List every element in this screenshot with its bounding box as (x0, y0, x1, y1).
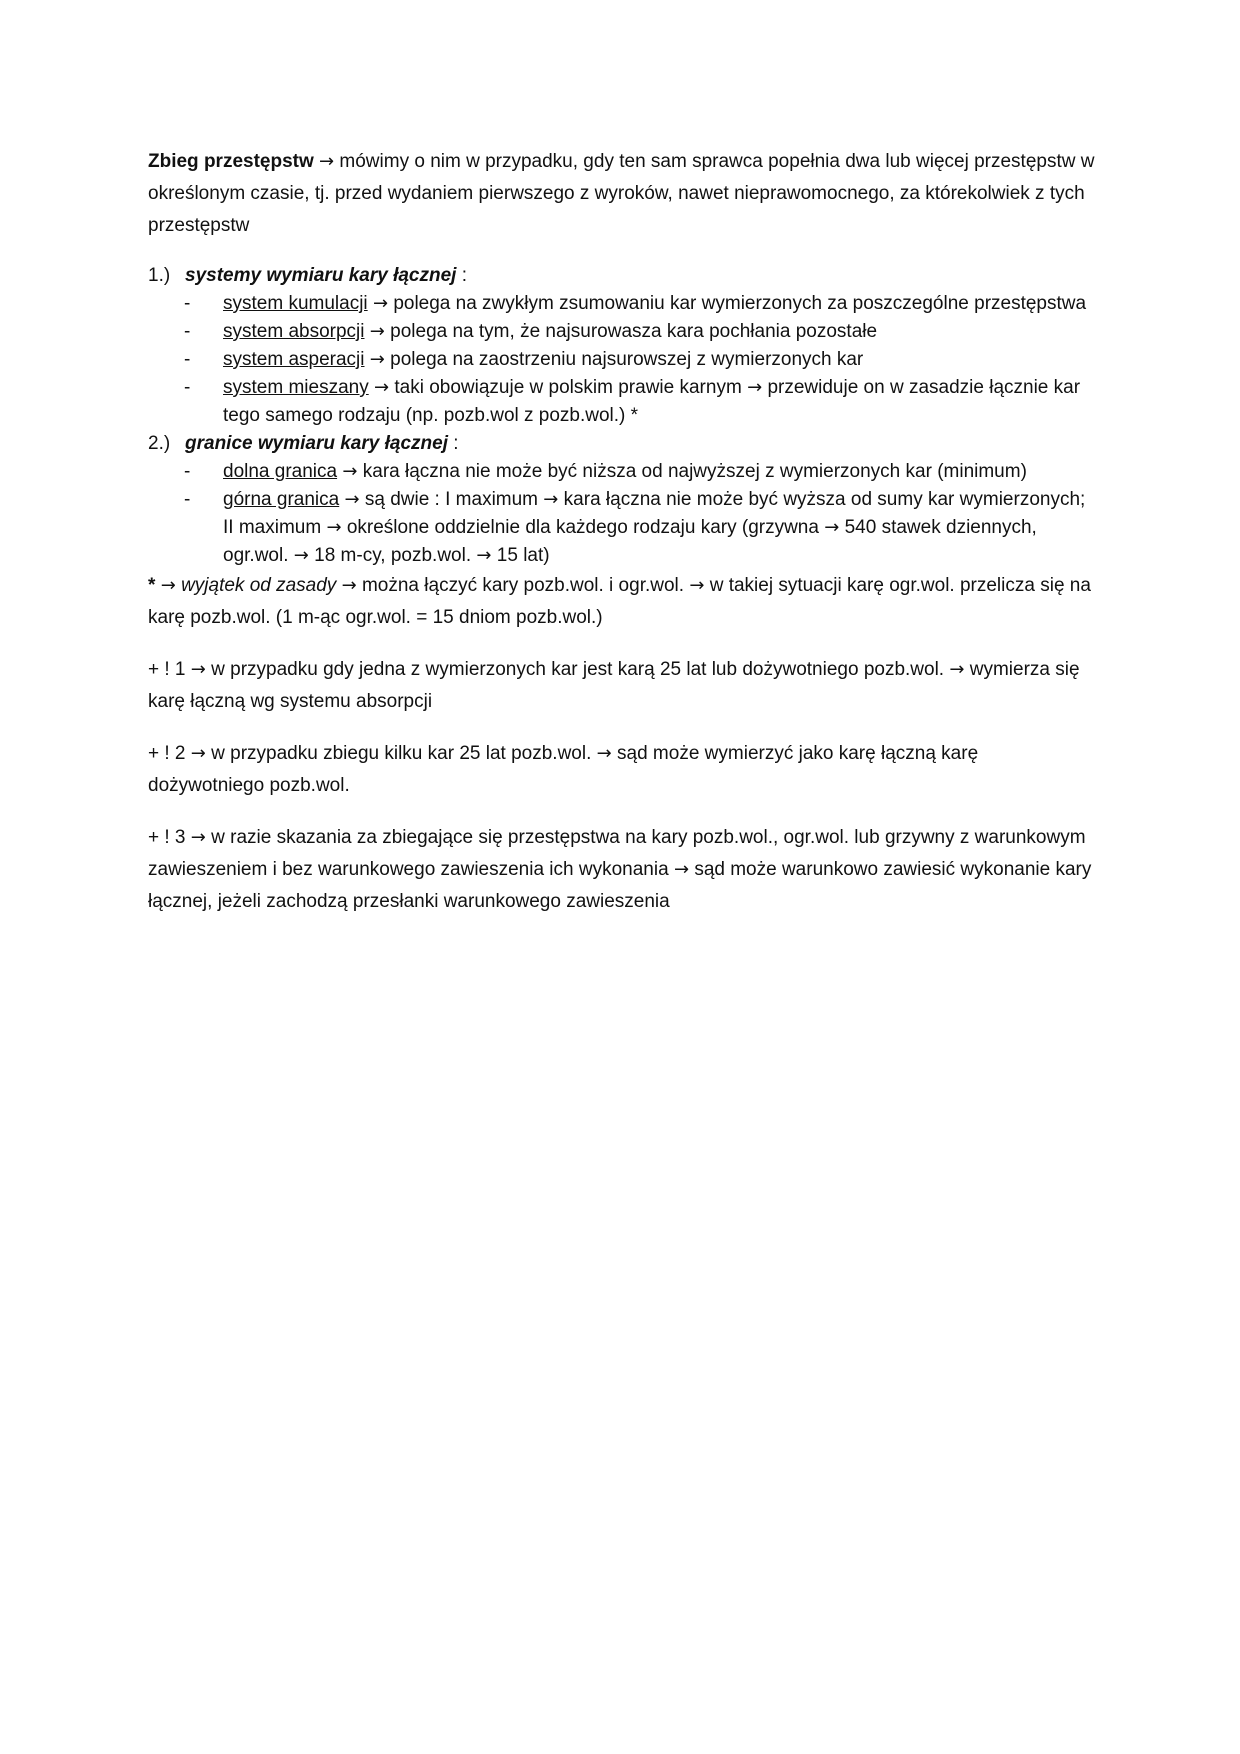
section-1-list (148, 290, 1098, 430)
note-3 (148, 822, 1098, 918)
arrow-icon: → (689, 575, 705, 596)
item-term: system absorpcji (223, 321, 365, 342)
arrow-icon: → (326, 517, 342, 538)
arrow-icon: → (372, 293, 389, 314)
list-item: - system asperacji → polega na zaostrzeniu najsurowszej z wymierzonych kar (184, 349, 864, 370)
section-1-number: 1.) (148, 265, 171, 286)
arrow-icon: → (673, 859, 690, 880)
arrow-icon: → (160, 575, 176, 596)
item-text-2: kara łączna nie może być wyższa od sumy kar wymierzonych; II maximum (223, 489, 1086, 538)
list-item: - dolna granica → kara łączna nie może być niższa od najwyższej z wymierzonych kar (minimum) (184, 461, 1027, 482)
arrow-icon: → (596, 743, 612, 764)
section-2-number: 2.) (148, 433, 171, 454)
list-item: - system kumulacji → polega na zwykłym zsumowaniu kar wymierzonych za poszczególne przestępstwa (184, 293, 1087, 314)
note-prefix: + ! 3 (148, 827, 186, 848)
item-text: kara łączna nie może być niższa od najwyższej z wymierzonych kar (minimum) (362, 461, 1027, 482)
section-1-heading (148, 262, 1098, 290)
item-text-6: 15 lat) (496, 545, 550, 566)
intro-term: Zbieg przestępstw (148, 151, 314, 172)
note-text: w razie skazania za zbiegające się przestępstwa na kary pozb.wol., ogr.wol. lub grzywny z warunkowym zawieszeniem i bez warunkowego zawieszenia ich wykonania (148, 827, 1086, 880)
arrow-icon: → (369, 321, 385, 342)
document-content (148, 146, 1098, 938)
section-2-heading (148, 430, 1098, 458)
arrow-icon: → (949, 659, 965, 680)
arrow-icon: → (747, 377, 763, 398)
arrow-icon: → (476, 545, 492, 566)
list-item: - górna granica → są dwie : I maximum → kara łączna nie może być wyższa od sumy kar wymierzonych; II maximum → określone oddzielnie dla każdego rodzaju kary (grzywna → 540 stawek dziennych, ogr.wol. → 18 m-cy, pozb.wol. → 15 lat) (184, 489, 1086, 566)
intro-paragraph (148, 146, 1098, 242)
exception-text-2: w takiej sytuacji karę ogr.wol. przelicza się na karę pozb.wol. (1 m-ąc ogr.wol. = 15 dniom pozb.wol.) (148, 575, 1091, 628)
note-text-2: sąd może warunkowo zawiesić wykonanie kary łącznej, jeżeli zachodzą przesłanki warunkowego zawieszenia (148, 859, 1092, 912)
section-2-colon: : (447, 433, 459, 454)
intro-text: mówimy o nim w przypadku, gdy ten sam sprawca popełnia dwa lub więcej przestępstw w określonym czasie, tj. przed wydaniem pierwszego z wyroków, nawet nieprawomocnego, za którekolwiek z tych przestępstw (148, 151, 1095, 236)
note-1 (148, 654, 1098, 718)
note-prefix: + ! 1 (148, 659, 186, 680)
item-text-4: 540 stawek dziennych, ogr.wol. (223, 517, 1037, 566)
arrow-icon: → (190, 659, 206, 680)
note-text: w przypadku gdy jedna z wymierzonych kar jest karą 25 lat lub dożywotniego pozb.wol. (211, 659, 945, 680)
item-term: system kumulacji (223, 293, 368, 314)
list-item: - system mieszany → taki obowiązuje w polskim prawie karnym → przewiduje on w zasadzie łącznie kar tego samego rodzaju (np. pozb.wol z pozb.wol.) * (184, 377, 1081, 426)
item-term: górna granica (223, 489, 340, 510)
exception-paragraph (148, 570, 1098, 634)
item-text: taki obowiązuje w polskim prawie karnym (394, 377, 742, 398)
exception-text: można łączyć kary pozb.wol. i ogr.wol. (361, 575, 685, 596)
note-prefix: + ! 2 (148, 743, 186, 764)
item-term: system asperacji (223, 349, 365, 370)
arrow-icon: → (373, 377, 390, 398)
note-text-2: sąd może wymierzyć jako karę łączną karę dożywotniego pozb.wol. (148, 743, 979, 796)
arrow-icon: → (369, 349, 385, 370)
item-term: dolna granica (223, 461, 338, 482)
arrow-icon: → (543, 489, 559, 510)
item-text: są dwie : I maximum (364, 489, 539, 510)
arrow-icon: → (190, 827, 206, 848)
arrow-icon: → (342, 461, 358, 482)
note-2 (148, 738, 1098, 802)
item-text-5: 18 m-cy, pozb.wol. (314, 545, 472, 566)
exception-star: * (148, 575, 156, 596)
item-text: polega na zwykłym zsumowaniu kar wymierzonych za poszczególne przestępstwa (393, 293, 1087, 314)
item-text: polega na tym, że najsurowasza kara pochłania pozostałe (390, 321, 878, 342)
item-text: polega na zaostrzeniu najsurowszej z wymierzonych kar (390, 349, 864, 370)
note-text-2: wymierza się karę łączną wg systemu absorpcji (148, 659, 1080, 712)
section-2-title: granice wymiaru kary łącznej (185, 433, 448, 454)
section-2-list (148, 458, 1098, 570)
arrow-icon: → (824, 517, 840, 538)
item-text-2: przewiduje on w zasadzie łącznie kar tego samego rodzaju (np. pozb.wol z pozb.wol.) * (223, 377, 1081, 426)
note-text: w przypadku zbiegu kilku kar 25 lat pozb.wol. (211, 743, 592, 764)
arrow-icon: → (293, 545, 309, 566)
arrow-icon: → (319, 151, 335, 172)
arrow-icon: → (344, 489, 360, 510)
section-1-title: systemy wymiaru kary łącznej (185, 265, 457, 286)
arrow-icon: → (190, 743, 206, 764)
item-text-3: określone oddzielnie dla każdego rodzaju kary (grzywna (346, 517, 819, 538)
list-item: - system absorpcji → polega na tym, że najsurowasza kara pochłania pozostałe (184, 321, 878, 342)
item-term: system mieszany (223, 377, 369, 398)
arrow-icon: → (341, 575, 357, 596)
exception-label: wyjątek od zasady (181, 575, 337, 596)
section-1-colon: : (456, 265, 467, 286)
